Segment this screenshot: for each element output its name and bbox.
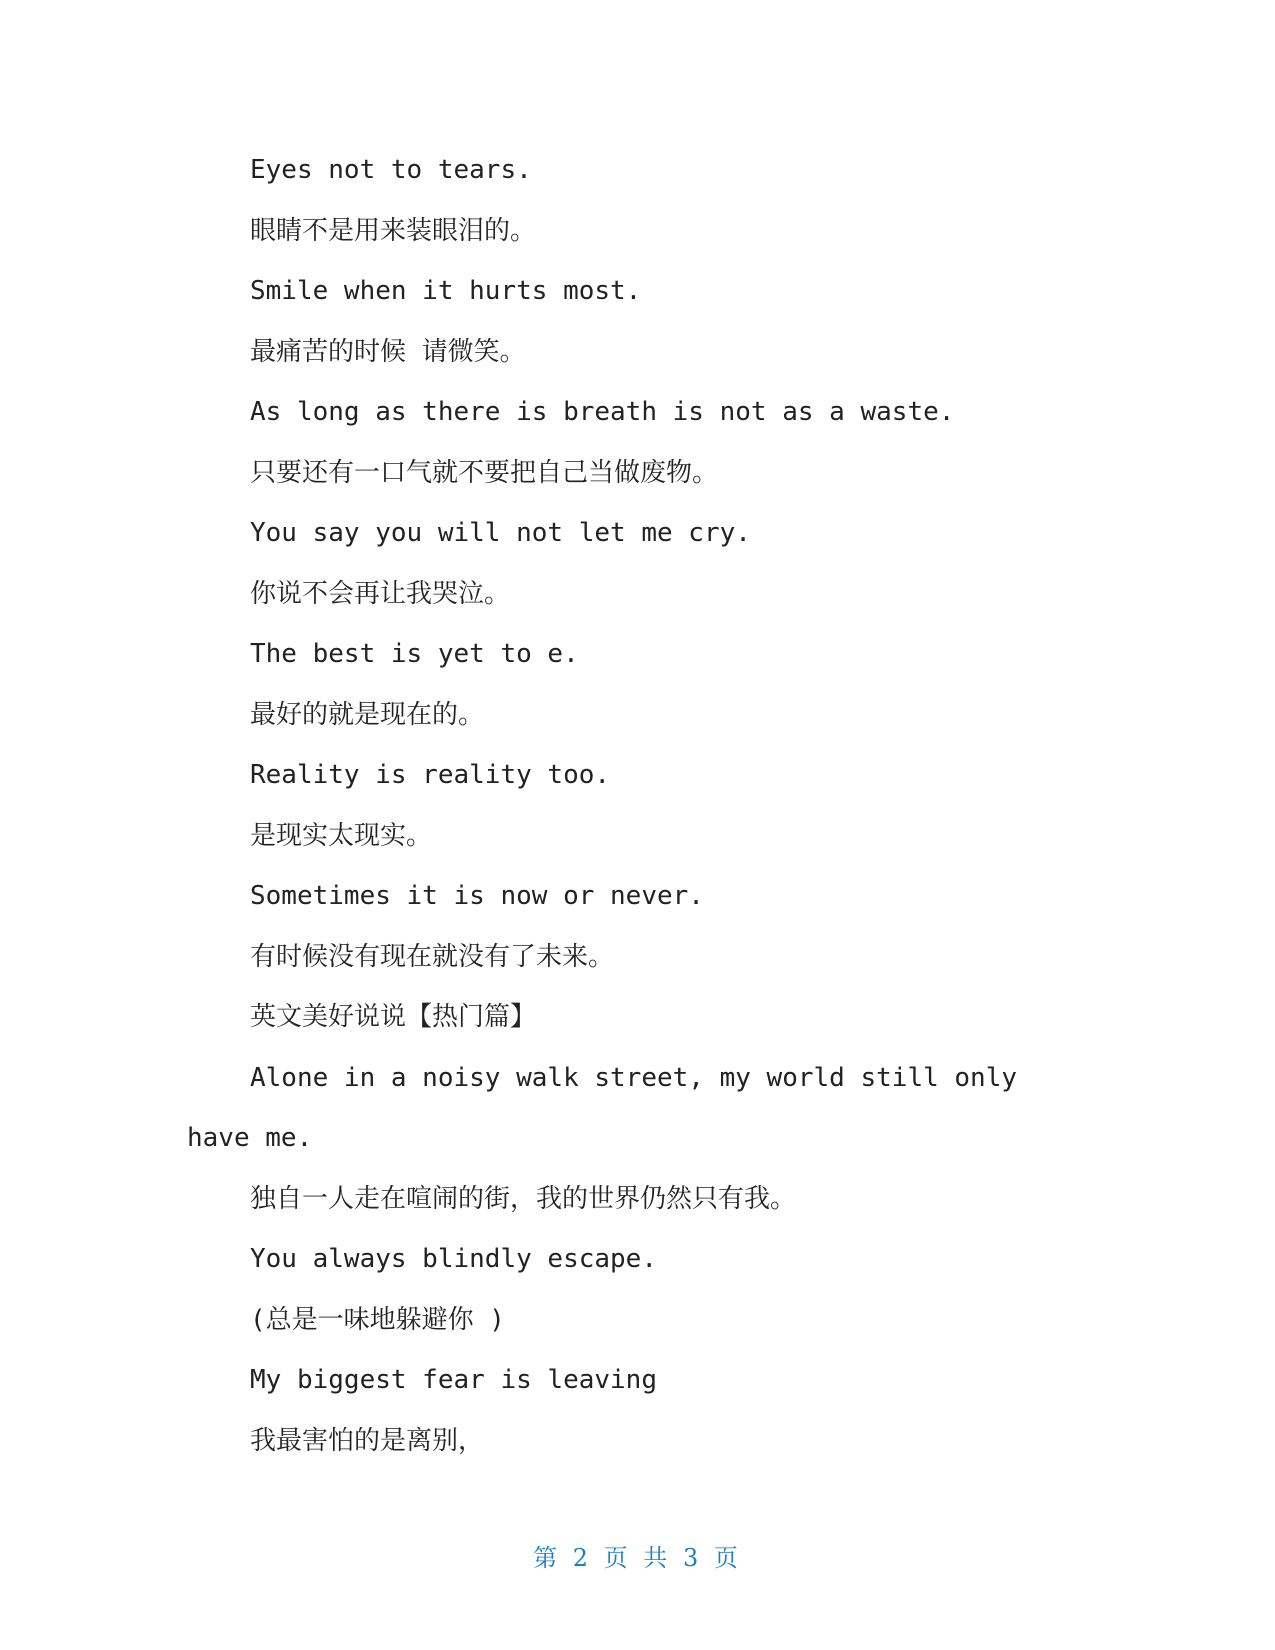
text-line: Sometimes it is now or never. — [250, 881, 704, 911]
text-line: 眼睛不是用来装眼泪的。 — [250, 215, 537, 246]
text-line: 只要还有一口气就不要把自己当做废物。 — [250, 457, 719, 488]
text-line: 最痛苦的时候 请微笑。 — [250, 336, 526, 367]
body-text — [0, 140, 1275, 1471]
text-line: 独自一人走在喧闹的街，我的世界仍然只有我。 — [250, 1183, 797, 1214]
section-heading: 英文美好说说【热门篇】 — [250, 1002, 537, 1032]
text-line: The best is yet to e. — [250, 639, 579, 669]
text-line: 有时候没有现在就没有了未来。 — [250, 941, 615, 972]
text-line: Smile when it hurts most. — [250, 276, 642, 306]
text-line: Reality is reality too. — [250, 760, 611, 790]
text-line: 我最害怕的是离别， — [250, 1425, 485, 1456]
text-line: You always blindly escape. — [250, 1244, 657, 1274]
text-line: 最好的就是现在的。 — [250, 699, 485, 730]
page-number-footer: 第 2 页 共 3 页 — [533, 1544, 742, 1572]
text-line: 是现实太现实。 — [250, 820, 433, 851]
text-line: Alone in a noisy walk street, my world still only — [250, 1062, 1018, 1093]
text-line-continuation: have me. — [187, 1123, 313, 1153]
text-line: My biggest fear is leaving — [250, 1365, 657, 1395]
text-line: (总是一味地躲避你 ) — [250, 1304, 505, 1335]
text-line: As long as there is breath is not as a waste. — [250, 397, 955, 427]
text-line: 你说不会再让我哭泣。 — [250, 578, 511, 609]
text-line: You say you will not let me cry. — [250, 518, 751, 548]
text-line: Eyes not to tears. — [250, 155, 532, 185]
